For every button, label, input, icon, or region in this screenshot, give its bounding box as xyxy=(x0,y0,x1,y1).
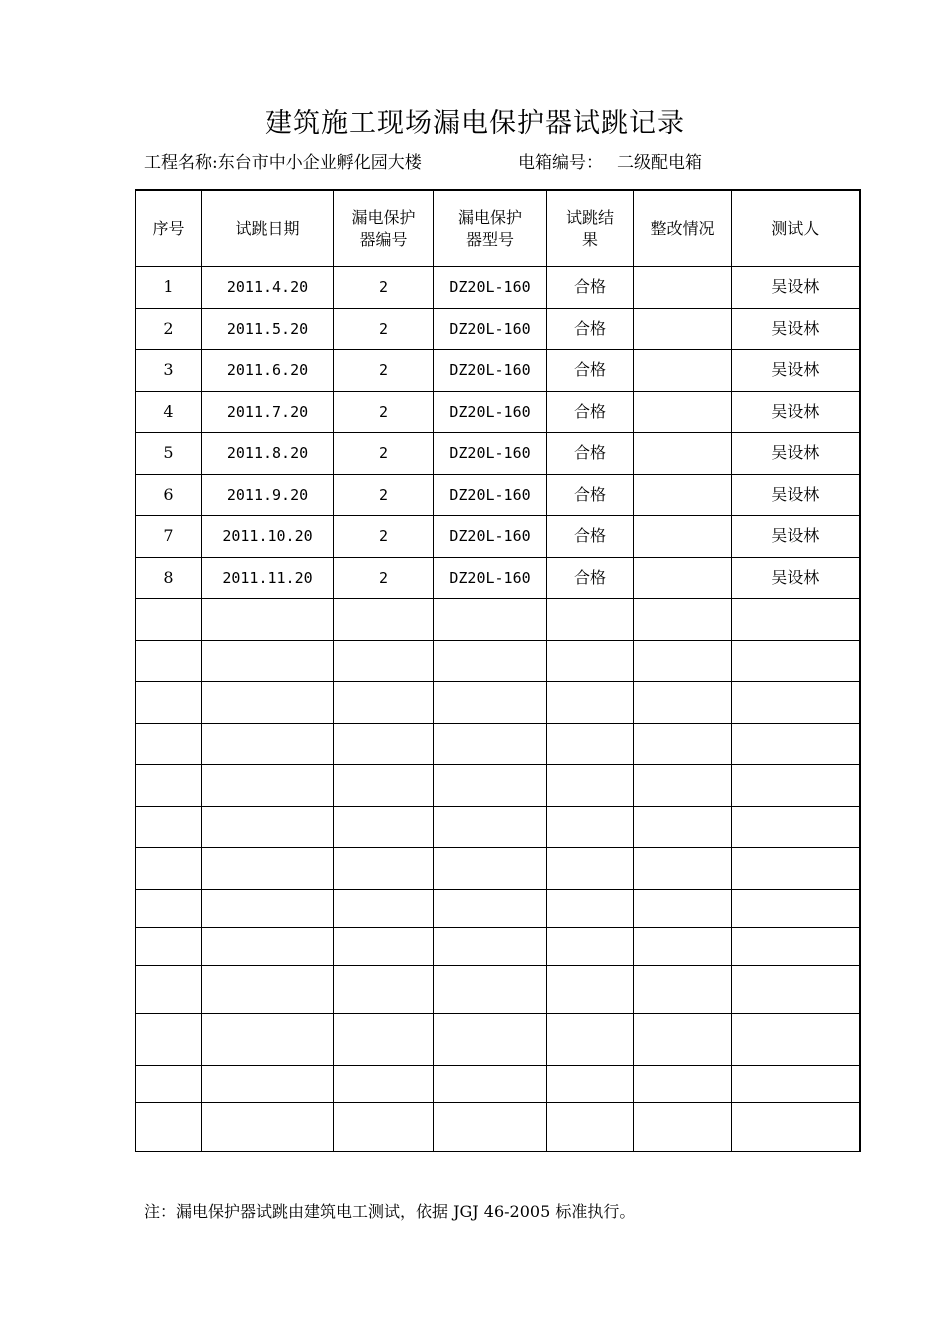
empty-row xyxy=(136,1102,860,1151)
cell-model: DZ20L-160 xyxy=(434,308,547,350)
cell-tester: 吴设林 xyxy=(732,391,860,433)
empty-cell xyxy=(634,965,732,1013)
empty-cell xyxy=(634,848,732,890)
cell-seq: 4 xyxy=(136,391,202,433)
cell-seq: 5 xyxy=(136,433,202,475)
cell-result: 合格 xyxy=(547,516,634,558)
project-label: 工程名称: xyxy=(144,153,218,173)
empty-cell xyxy=(202,640,334,682)
empty-cell xyxy=(547,1065,634,1102)
header-result-line2: 果 xyxy=(581,229,598,249)
header-result xyxy=(547,190,634,267)
empty-row xyxy=(136,927,860,965)
empty-cell xyxy=(202,927,334,965)
empty-row xyxy=(136,1065,860,1102)
empty-cell xyxy=(202,806,334,848)
cell-rectification xyxy=(634,433,732,475)
cell-rectification xyxy=(634,557,732,599)
empty-cell xyxy=(434,848,547,890)
empty-row xyxy=(136,848,860,890)
empty-cell xyxy=(136,965,202,1013)
empty-cell xyxy=(434,723,547,765)
empty-cell xyxy=(547,640,634,682)
cell-seq: 2 xyxy=(136,308,202,350)
empty-cell xyxy=(434,806,547,848)
table-row xyxy=(136,267,860,309)
box-info xyxy=(518,150,702,176)
cell-rectification xyxy=(634,350,732,392)
empty-cell xyxy=(202,1013,334,1065)
empty-cell xyxy=(634,765,732,807)
empty-cell xyxy=(434,965,547,1013)
header-tester: 测试人 xyxy=(732,190,860,267)
cell-tester: 吴设林 xyxy=(732,516,860,558)
cell-device-no: 2 xyxy=(334,557,434,599)
cell-tester: 吴设林 xyxy=(732,267,860,309)
cell-tester: 吴设林 xyxy=(732,433,860,475)
cell-seq: 1 xyxy=(136,267,202,309)
empty-cell xyxy=(136,640,202,682)
empty-row xyxy=(136,806,860,848)
cell-model: DZ20L-160 xyxy=(434,350,547,392)
cell-tester: 吴设林 xyxy=(732,474,860,516)
empty-cell xyxy=(732,889,860,927)
cell-model: DZ20L-160 xyxy=(434,433,547,475)
empty-cell xyxy=(732,640,860,682)
empty-row xyxy=(136,965,860,1013)
table-row xyxy=(136,516,860,558)
cell-tester: 吴设林 xyxy=(732,308,860,350)
empty-cell xyxy=(634,927,732,965)
cell-date: 2011.6.20 xyxy=(202,350,334,392)
empty-cell xyxy=(434,927,547,965)
cell-result: 合格 xyxy=(547,308,634,350)
empty-cell xyxy=(732,1065,860,1102)
empty-cell xyxy=(202,965,334,1013)
empty-cell xyxy=(434,1013,547,1065)
empty-cell xyxy=(547,965,634,1013)
page-title: 建筑施工现场漏电保护器试跳记录 xyxy=(265,108,685,139)
empty-cell xyxy=(202,848,334,890)
empty-cell xyxy=(434,1065,547,1102)
cell-device-no: 2 xyxy=(334,350,434,392)
empty-cell xyxy=(334,848,434,890)
table-row xyxy=(136,350,860,392)
empty-cell xyxy=(202,723,334,765)
empty-cell xyxy=(334,1102,434,1151)
empty-cell xyxy=(334,682,434,724)
empty-cell xyxy=(136,806,202,848)
empty-cell xyxy=(136,1102,202,1151)
empty-cell xyxy=(202,765,334,807)
empty-cell xyxy=(547,1102,634,1151)
table-row xyxy=(136,433,860,475)
empty-cell xyxy=(634,723,732,765)
cell-model: DZ20L-160 xyxy=(434,516,547,558)
empty-cell xyxy=(634,889,732,927)
empty-row xyxy=(136,682,860,724)
empty-cell xyxy=(547,806,634,848)
box-label: 电箱编号： xyxy=(518,153,603,173)
cell-seq: 6 xyxy=(136,474,202,516)
empty-cell xyxy=(634,640,732,682)
empty-cell xyxy=(334,599,434,641)
empty-cell xyxy=(136,682,202,724)
cell-tester: 吴设林 xyxy=(732,350,860,392)
cell-date: 2011.9.20 xyxy=(202,474,334,516)
empty-cell xyxy=(136,927,202,965)
cell-seq: 8 xyxy=(136,557,202,599)
empty-cell xyxy=(634,1065,732,1102)
cell-result: 合格 xyxy=(547,267,634,309)
empty-row xyxy=(136,765,860,807)
empty-cell xyxy=(136,889,202,927)
empty-cell xyxy=(334,806,434,848)
cell-date: 2011.10.20 xyxy=(202,516,334,558)
empty-cell xyxy=(732,848,860,890)
cell-model: DZ20L-160 xyxy=(434,267,547,309)
empty-cell xyxy=(547,889,634,927)
empty-cell xyxy=(634,682,732,724)
empty-cell xyxy=(732,965,860,1013)
cell-rectification xyxy=(634,391,732,433)
empty-cell xyxy=(334,765,434,807)
cell-device-no: 2 xyxy=(334,308,434,350)
cell-model: DZ20L-160 xyxy=(434,391,547,433)
empty-cell xyxy=(334,965,434,1013)
cell-rectification xyxy=(634,267,732,309)
cell-date: 2011.4.20 xyxy=(202,267,334,309)
empty-cell xyxy=(547,723,634,765)
cell-date: 2011.7.20 xyxy=(202,391,334,433)
table-row xyxy=(136,308,860,350)
empty-cell xyxy=(136,1013,202,1065)
empty-row xyxy=(136,640,860,682)
cell-rectification xyxy=(634,516,732,558)
empty-cell xyxy=(202,682,334,724)
empty-cell xyxy=(634,1013,732,1065)
empty-cell xyxy=(547,765,634,807)
cell-result: 合格 xyxy=(547,474,634,516)
empty-cell xyxy=(334,889,434,927)
empty-cell xyxy=(334,640,434,682)
cell-date: 2011.8.20 xyxy=(202,433,334,475)
table-row xyxy=(136,391,860,433)
empty-cell xyxy=(136,848,202,890)
cell-tester: 吴设林 xyxy=(732,557,860,599)
cell-result: 合格 xyxy=(547,557,634,599)
empty-cell xyxy=(434,1102,547,1151)
cell-device-no: 2 xyxy=(334,267,434,309)
empty-cell xyxy=(136,765,202,807)
empty-cell xyxy=(634,1102,732,1151)
empty-cell xyxy=(732,806,860,848)
empty-cell xyxy=(434,889,547,927)
cell-device-no: 2 xyxy=(334,516,434,558)
empty-row xyxy=(136,889,860,927)
empty-cell xyxy=(547,927,634,965)
empty-cell xyxy=(732,599,860,641)
empty-cell xyxy=(434,599,547,641)
empty-cell xyxy=(732,1102,860,1151)
empty-cell xyxy=(202,1102,334,1151)
footnote: 注：漏电保护器试跳由建筑电工测试，依据 JGJ 46-2005 标准执行。 xyxy=(144,1202,636,1221)
cell-model: DZ20L-160 xyxy=(434,474,547,516)
empty-cell xyxy=(732,765,860,807)
header-device-model-line1: 漏电保护 xyxy=(457,207,522,227)
cell-date: 2011.11.20 xyxy=(202,557,334,599)
header-device-model-line2: 器型号 xyxy=(465,229,514,249)
header-device-no-line1: 漏电保护 xyxy=(351,207,416,227)
empty-cell xyxy=(334,1013,434,1065)
empty-cell xyxy=(136,723,202,765)
empty-cell xyxy=(136,1065,202,1102)
trip-test-record-table xyxy=(135,189,861,1152)
empty-cell xyxy=(202,1065,334,1102)
header-device-model xyxy=(434,190,547,267)
empty-cell xyxy=(732,682,860,724)
table-row xyxy=(136,474,860,516)
cell-rectification xyxy=(634,308,732,350)
empty-cell xyxy=(634,806,732,848)
cell-seq: 3 xyxy=(136,350,202,392)
cell-result: 合格 xyxy=(547,433,634,475)
cell-model: DZ20L-160 xyxy=(434,557,547,599)
cell-seq: 7 xyxy=(136,516,202,558)
empty-cell xyxy=(334,723,434,765)
empty-cell xyxy=(547,682,634,724)
empty-cell xyxy=(334,1065,434,1102)
empty-cell xyxy=(732,927,860,965)
cell-rectification xyxy=(634,474,732,516)
empty-cell xyxy=(202,889,334,927)
cell-result: 合格 xyxy=(547,350,634,392)
project-name: 东台市中小企业孵化园大楼 xyxy=(217,153,422,173)
empty-cell xyxy=(634,599,732,641)
box-value: 二级配电箱 xyxy=(617,153,702,173)
cell-date: 2011.5.20 xyxy=(202,308,334,350)
empty-cell xyxy=(136,599,202,641)
empty-cell xyxy=(434,765,547,807)
empty-cell xyxy=(334,927,434,965)
empty-cell xyxy=(732,723,860,765)
header-rectification: 整改情况 xyxy=(634,190,732,267)
header-device-no xyxy=(334,190,434,267)
empty-cell xyxy=(202,599,334,641)
header-seq: 序号 xyxy=(136,190,202,267)
empty-cell xyxy=(732,1013,860,1065)
project-info xyxy=(144,150,422,176)
cell-result: 合格 xyxy=(547,391,634,433)
empty-cell xyxy=(547,599,634,641)
table-header-row xyxy=(136,190,860,267)
empty-cell xyxy=(547,1013,634,1065)
cell-device-no: 2 xyxy=(334,391,434,433)
cell-device-no: 2 xyxy=(334,433,434,475)
empty-row xyxy=(136,1013,860,1065)
empty-row xyxy=(136,723,860,765)
header-date: 试跳日期 xyxy=(202,190,334,267)
header-result-line1: 试跳结 xyxy=(565,207,614,227)
empty-cell xyxy=(434,682,547,724)
table-row xyxy=(136,557,860,599)
empty-cell xyxy=(547,848,634,890)
cell-device-no: 2 xyxy=(334,474,434,516)
header-device-no-line2: 器编号 xyxy=(359,229,408,249)
empty-cell xyxy=(434,640,547,682)
empty-row xyxy=(136,599,860,641)
